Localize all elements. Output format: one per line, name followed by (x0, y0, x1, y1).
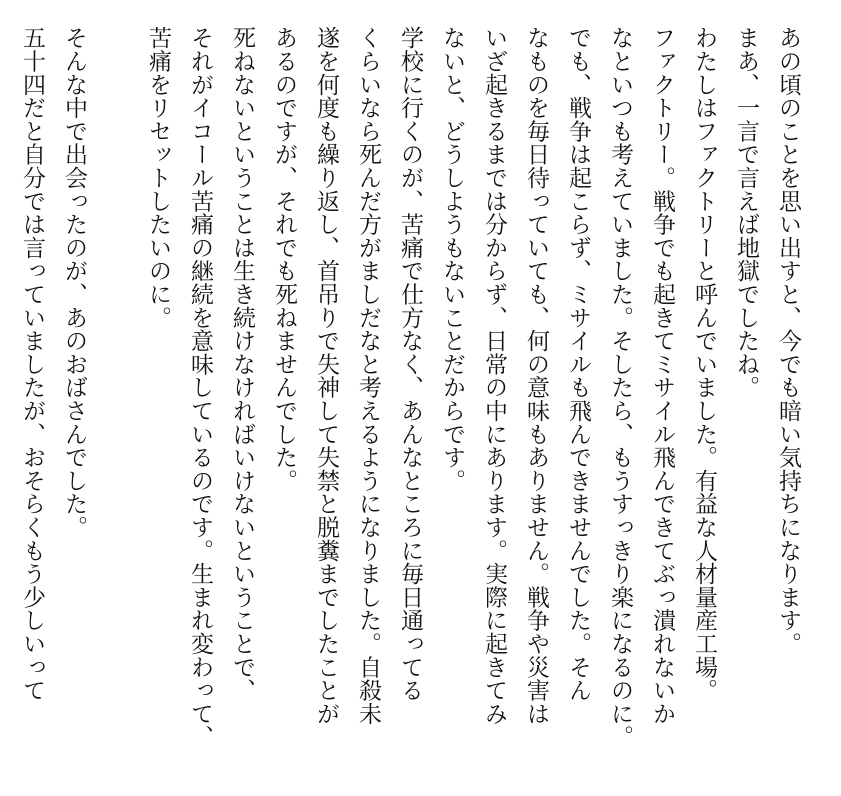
text-line: そんな中で出会ったのが、あのおばさんでした。 (61, 26, 87, 539)
text-line: 死ねないということは生き続けなければいけないということで、 (229, 26, 255, 702)
text-line: くらいなら死んだ方がましだなと考えるようになりました。自殺未 (355, 26, 381, 725)
text-line: なものを毎日待っていても、何の意味もありません。戦争や災害は (523, 26, 549, 725)
blank-line (95, 26, 137, 796)
text-line: ファクトリー。戦争でも起きてミサイル飛んできてぶっ潰れないか (649, 26, 675, 725)
text-line: いざ起きるまでは分からず、日常の中にあります。実際に起きてみ (481, 26, 507, 725)
text-line: まあ、一言で言えば地獄でしたね。 (733, 26, 759, 399)
text-line: 五十四だと自分では言っていましたが、おそらくもう少しいって (19, 26, 45, 702)
vertical-text-body (11, 26, 809, 796)
text-line: なといつも考えていました。そしたら、もうすっきり楽になるのに。 (607, 26, 633, 749)
text-line: 遂を何度も繰り返し、首吊りで失神して失禁と脱糞までしたことが (313, 26, 339, 725)
text-line: あの頃のことを思い出すと、今でも暗い気持ちになります。 (775, 26, 801, 656)
text-line: 学校に行くのが、苦痛で仕方なく、あんなところに毎日通ってる (397, 26, 423, 702)
text-line: 苦痛をリセットしたいのに。 (145, 26, 171, 329)
text-line: わたしはファクトリーと呼んでいました。有益な人材量産工場。 (691, 26, 717, 702)
text-line: でも、戦争は起こらず、ミサイルも飛んできませんでした。そん (565, 26, 591, 702)
text-line: それがイコール苦痛の継続を意味しているのです。生まれ変わって、 (187, 26, 213, 749)
text-line: ないと、どうしようもないことだからです。 (439, 26, 465, 492)
text-line: あるのですが、それでも死ねませんでした。 (271, 26, 297, 492)
